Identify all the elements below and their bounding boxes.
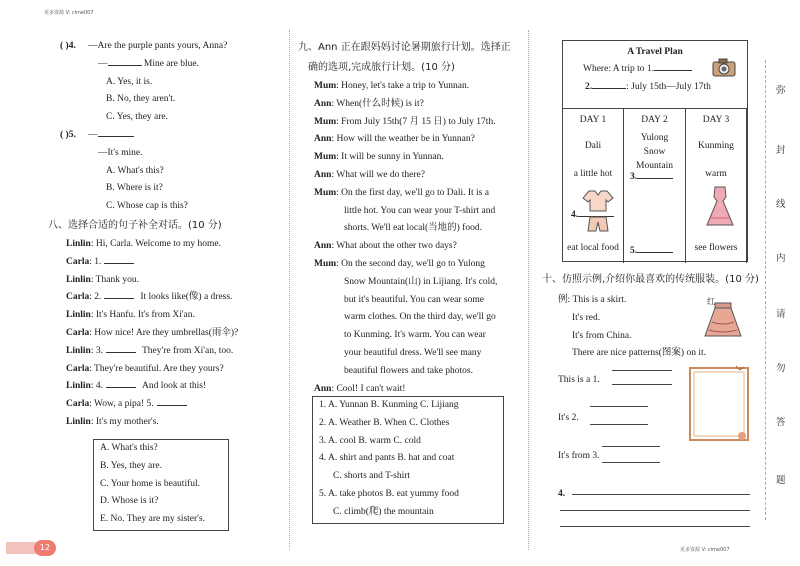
reply-text: Mine are blue.: [143, 58, 200, 69]
day-2-weather-num: 3.: [630, 172, 638, 182]
speaker-name: Ann: [314, 169, 332, 180]
option-b: B. Where is it?: [106, 183, 163, 194]
speaker-name: Ann: [314, 383, 332, 394]
section-9-title-line2: 确的选项,完成旅行计划。(10 分): [308, 62, 455, 73]
dialogue-text: : From July 15th(7 月 15 日) to July 17th.: [336, 116, 496, 127]
dialogue-line: [314, 78, 523, 96]
option-item: C. shorts and T-shirt: [333, 471, 411, 482]
speaker-name: Linlin: [66, 310, 91, 321]
when-label: : July 15th—July 17th: [626, 82, 711, 92]
answer-blank[interactable]: [104, 289, 134, 299]
dialogue-text: : Wow, a pipa! 5.: [89, 399, 154, 410]
dialogue-line: [314, 238, 523, 256]
dialogue-line: [314, 167, 523, 185]
dialogue-line: [66, 361, 285, 379]
write-line[interactable]: [560, 510, 750, 511]
option-c: C. Yes, they are.: [106, 112, 169, 123]
question-text: —Are the purple pants yours, Anna?: [88, 41, 228, 51]
day-3-header: DAY 3: [702, 115, 730, 125]
speaker-name: Mum: [314, 81, 337, 91]
write-line[interactable]: [560, 526, 750, 527]
speaker-name: Linlin: [66, 274, 91, 285]
dialogue-text: : It will be sunny in Yunnan.: [336, 152, 444, 163]
tshirt-shorts-icon: [581, 189, 615, 233]
dialogue-text: : Honey, let's take a trip to Yunnan.: [336, 81, 470, 91]
when-num: 2.: [585, 82, 593, 92]
speaker-name: Mum: [314, 152, 337, 163]
dialogue-text-after: And look at this!: [141, 381, 207, 392]
answer-blank[interactable]: [106, 378, 136, 388]
option-b: B. No, they aren't.: [106, 94, 176, 105]
plan-table: [563, 108, 747, 262]
question-text: —: [88, 129, 98, 140]
binding-char: 弥: [776, 85, 786, 96]
dialogue-text: : On the second day, we'll go to Yulong: [336, 258, 485, 269]
dialogue-line: [314, 274, 523, 292]
header-right: 更多资源 V: cime007: [680, 547, 730, 553]
dialogue-text: Snow Mountain(山) in Lijiang. It's cold,: [344, 276, 498, 287]
write-line[interactable]: [590, 424, 648, 425]
question-number: ( )4.: [60, 41, 76, 51]
page-tab: [6, 542, 36, 554]
speaker-name: Linlin: [66, 381, 91, 392]
binding-char: 封: [776, 145, 786, 156]
dialogue-line: [314, 203, 523, 221]
example-line-1: 例: This is a skirt.: [558, 295, 627, 305]
dialogue-line: [66, 414, 285, 432]
speaker-name: Carla: [66, 363, 90, 374]
answer-blank-3[interactable]: [637, 169, 673, 179]
answer-blank[interactable]: [106, 343, 136, 353]
dialogue-text: : Hi, Carla. Welcome to my home.: [90, 238, 222, 249]
dialogue-text: : Thank you.: [90, 274, 139, 285]
dialogue-line: [66, 396, 285, 414]
option-a: A. Yes, it is.: [106, 76, 153, 87]
dialogue-text: warm clothes. On the third day, we'll go: [344, 312, 496, 323]
binding-char: 勿: [776, 363, 786, 374]
example-line-2: It's red.: [572, 312, 601, 323]
option-item: 4. A. shirt and pants B. hat and coat: [319, 453, 455, 464]
dialogue-line: [66, 307, 285, 325]
write-line[interactable]: [602, 462, 660, 463]
write-line[interactable]: [602, 446, 660, 447]
write-line[interactable]: [612, 384, 672, 385]
binding-line: [765, 60, 766, 520]
dialogue-line: [314, 292, 523, 310]
dialogue-line: [66, 254, 285, 272]
dialogue-line: [66, 236, 285, 254]
speaker-name: Mum: [314, 187, 337, 198]
question-number: ( )5.: [60, 129, 76, 140]
prompt-1: This is a 1.: [558, 375, 600, 385]
dialogue-text: beautiful flowers and take photos.: [344, 365, 474, 376]
day-1-column: [563, 109, 624, 263]
binding-char: 答: [776, 417, 786, 428]
prompt-3: It's from 3.: [558, 451, 600, 461]
reply-text: —It's mine.: [98, 147, 143, 158]
dialogue-text: : 3.: [90, 345, 103, 356]
answer-blank-5[interactable]: [637, 243, 673, 253]
option-a: A. What's this?: [106, 165, 164, 176]
where-label: Where: A trip to 1.: [583, 64, 654, 74]
dialogue-line: [314, 220, 523, 238]
camera-icon: [711, 57, 737, 79]
day-1-place: Dali: [584, 141, 602, 151]
speaker-name: Carla: [66, 256, 90, 267]
prompt-2: It's 2.: [558, 413, 579, 423]
option-item: A. What's this?: [100, 443, 158, 453]
dialogue-text: : When(什么时候) is it?: [331, 98, 424, 109]
option-item: 5. A. take photos B. eat yummy food: [319, 488, 459, 499]
write-line[interactable]: [590, 406, 648, 407]
options-box-9: [312, 396, 504, 524]
speaker-name: Ann: [314, 134, 332, 145]
option-c: C. Whose cap is this?: [106, 201, 188, 212]
day-2-column: [624, 109, 686, 263]
day-3-place: Kunming: [698, 141, 734, 151]
column-divider: [289, 30, 290, 550]
dialogue-text: : What about the other two days?: [331, 241, 457, 252]
option-item: C. Your home is beautiful.: [100, 478, 201, 489]
dialogue-line: [314, 96, 523, 114]
example-label: 红: [707, 297, 715, 306]
dialogue-text: : It's Hanfu. It's from Xi'an.: [90, 310, 195, 321]
write-line[interactable]: [572, 494, 750, 495]
dialogue-line: [314, 345, 523, 363]
dialogue-line: [314, 149, 523, 167]
day-1-header: DAY 1: [579, 115, 607, 125]
option-item: B. Yes, they are.: [100, 460, 163, 471]
prompt-4: 4.: [558, 489, 566, 499]
dialogue-line: [66, 378, 285, 396]
dialogue-8: [66, 236, 285, 432]
dialogue-line: [314, 131, 523, 149]
answer-blank-2[interactable]: [592, 79, 626, 89]
plan-title: A Travel Plan: [627, 47, 683, 57]
day-1-activity: eat local food: [567, 243, 619, 253]
binding-char: 内: [776, 253, 786, 264]
example-block: [558, 292, 706, 363]
picture-frame[interactable]: [688, 364, 752, 444]
dialogue-line: [66, 272, 285, 290]
speaker-name: Mum: [314, 258, 337, 269]
dialogue-text: shorts. We'll eat local(当地的) food.: [344, 223, 482, 234]
example-line-3: It's from China.: [572, 330, 632, 341]
speaker-name: Mum: [314, 116, 337, 127]
option-item: 1. A. Yunnan B. Kunming C. Lijiang: [319, 400, 459, 410]
dialogue-text: to Kunming. It's warm. You can wear: [344, 330, 486, 341]
dialogue-text: : Cool! I can't wait!: [331, 383, 406, 394]
dialogue-text: : How nice! Are they umbrellas(雨伞)?: [89, 327, 239, 338]
dialogue-line: [314, 185, 523, 203]
day-1-clothes-num: 4.: [571, 210, 579, 220]
answer-blank[interactable]: [104, 254, 134, 264]
speaker-name: Linlin: [66, 345, 91, 356]
dialogue-text: : 2.: [89, 292, 102, 303]
travel-plan: [562, 40, 748, 262]
binding-char: 线: [776, 199, 786, 210]
dialogue-text: but it's beautiful. You can wear some: [344, 294, 484, 305]
dialogue-text: little hot. You can wear your T-shirt and: [344, 205, 496, 216]
skirt-icon: [702, 300, 744, 342]
dialogue-line: [314, 363, 523, 381]
speaker-name: Linlin: [66, 416, 91, 427]
dialogue-text: : 4.: [90, 381, 103, 392]
day-2-place: Yulong Snow Mountain: [636, 133, 673, 171]
options-box-8: [93, 439, 229, 531]
dialogue-text: : It's my mother's.: [90, 416, 159, 427]
column-divider: [528, 30, 529, 550]
day-3-weather: warm: [705, 169, 727, 179]
dialogue-line: [314, 256, 523, 274]
dialogue-9: [314, 78, 523, 398]
binding-char: 请: [776, 309, 786, 320]
day-1-weather: a little hot: [573, 169, 613, 179]
day-3-activity: see flowers: [694, 243, 738, 253]
section-9-title-line1: 九、Ann 正在跟妈妈讨论暑期旅行计划。选择正: [298, 42, 511, 53]
answer-blank[interactable]: [157, 396, 187, 406]
option-item: E. No. They are my sister's.: [100, 514, 205, 525]
dialogue-line: [66, 289, 285, 307]
option-item: 2. A. Weather B. When C. Clothes: [319, 417, 450, 428]
column-1: ( )4. —Are the purple pants yours, Anna? — Mine are blue. A. Yes, it is. B. No, they aren't. C. Yes, they are. ( )5. — —It's mine. A. What's this? B. Where is it? C. Whose cap is this? 八、选择合适的句子补全对话。(10 分) Linlin: Hi, Carla. Welcome to my home. Carla: 1. Linlin: Thank you. Carla: 2. It looks like(像) a dress. Linlin: It's Hanfu. It's from Xi'an. Carla: How nice! Are they umbrellas(雨伞)? Linlin: 3. They're from Xi'an, too. Carla: They're beautiful. Are they yours? Linlin: 4. And look at this! Carla: Wow, a pipa! 5. Linlin: It's my mother's.: [60, 38, 285, 432]
dialogue-text-after: They're from Xi'an, too.: [141, 345, 234, 356]
day-2-header: DAY 2: [641, 115, 668, 125]
option-item: 3. A. cool B. warm C. cold: [319, 435, 421, 446]
dialogue-line: [314, 327, 523, 345]
page-number: 12: [34, 540, 56, 556]
option-item: D. Whose is it?: [100, 496, 159, 507]
dialogue-text: : How will the weather be in Yunnan?: [331, 134, 475, 145]
answer-blank[interactable]: [108, 56, 142, 66]
header-left: 更多资源 V: cime007: [44, 10, 94, 16]
speaker-name: Carla: [66, 327, 90, 338]
section-8-title: 八、选择合适的句子补全对话。(10 分): [48, 219, 222, 231]
column-3-lower: [542, 270, 758, 290]
dialogue-line: [66, 325, 285, 343]
dialogue-text: : They're beautiful. Are they yours?: [89, 363, 224, 374]
binding-char: 题: [776, 475, 786, 486]
dialogue-text: : What will we do there?: [331, 169, 425, 180]
speaker-name: Carla: [66, 292, 90, 303]
dialogue-text: : On the first day, we'll go to Dali. It is a: [336, 187, 489, 198]
dialogue-text: your beautiful dress. We'll see many: [344, 347, 482, 358]
example-line-4: There are nice patterns(图案) on it.: [572, 348, 706, 359]
answer-blank[interactable]: [98, 127, 134, 137]
dialogue-text-after: It looks like(像) a dress.: [140, 292, 233, 303]
dialogue-line: [314, 114, 523, 132]
dialogue-line: [314, 309, 523, 327]
speaker-name: Ann: [314, 98, 332, 109]
write-line[interactable]: [612, 370, 672, 371]
dialogue-text: : 1.: [89, 256, 102, 267]
section-10-title: 十、仿照示例,介绍你最喜欢的传统服装。(10 分): [542, 274, 759, 285]
dress-icon: [705, 185, 735, 231]
column-2: [298, 38, 523, 398]
speaker-name: Carla: [66, 399, 90, 410]
speaker-name: Ann: [314, 241, 332, 252]
option-item: C. climb(爬) the mountain: [333, 506, 434, 517]
day-2-activity-num: 5.: [630, 246, 638, 256]
answer-blank-1[interactable]: [654, 61, 692, 71]
speaker-name: Linlin: [66, 238, 91, 249]
dialogue-line: [66, 343, 285, 361]
